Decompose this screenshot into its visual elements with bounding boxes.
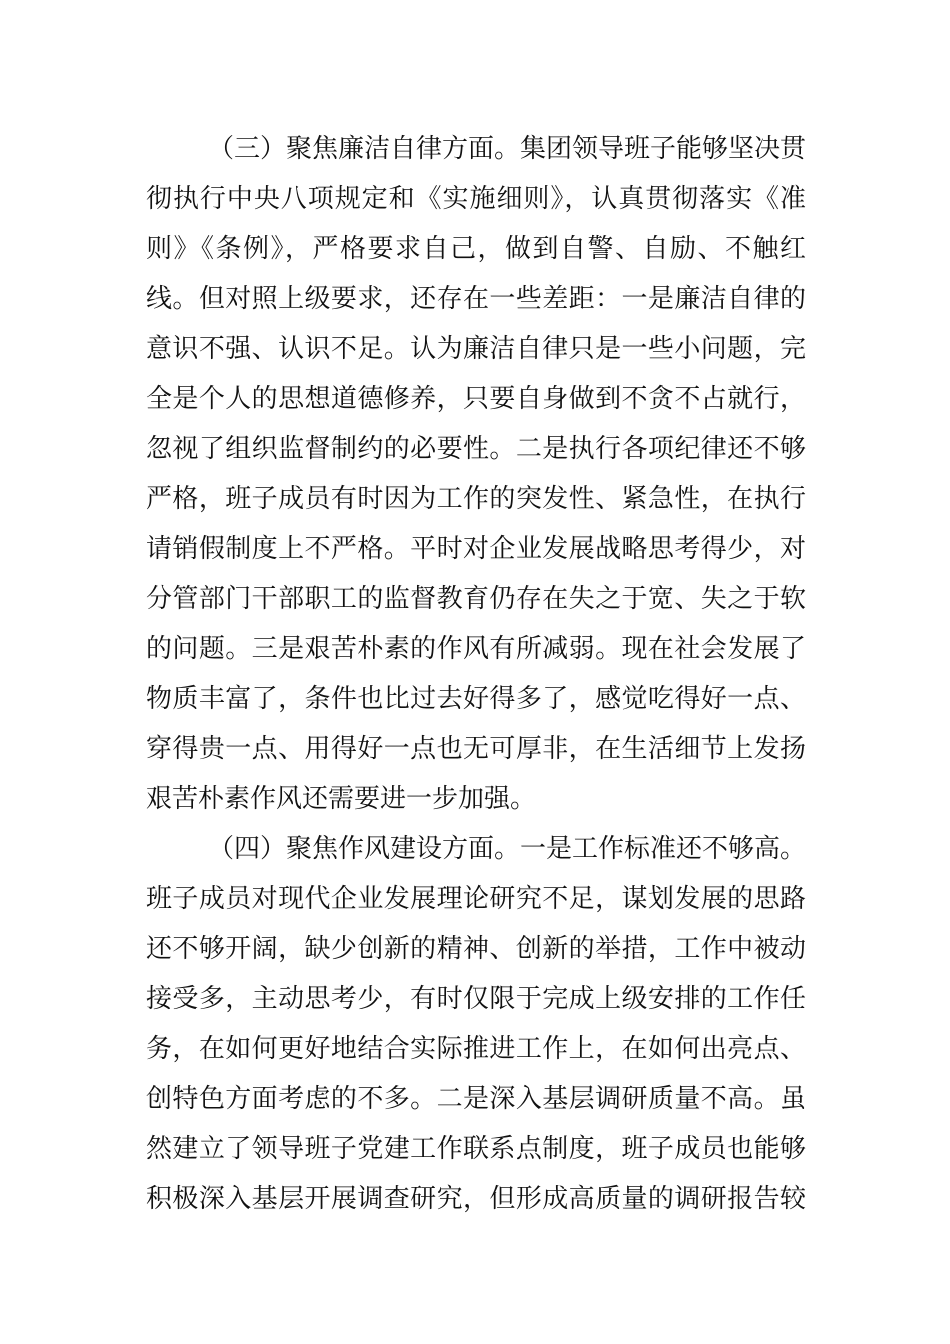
paragraph-line: （三）聚焦廉洁自律方面。集团领导班子能够坚决贯	[208, 134, 806, 164]
paragraph-line: 务，在如何更好地结合实际推进工作上，在如何出亮点、	[146, 1034, 806, 1064]
paragraph-line: 请销假制度上不严格。平时对企业发展战略思考得少，对	[146, 534, 806, 564]
paragraph-line: 分管部门干部职工的监督教育仍存在失之于宽、失之于软	[146, 584, 806, 614]
document-body	[146, 124, 806, 1224]
paragraph-line: 物质丰富了，条件也比过去好得多了，感觉吃得好一点、	[146, 684, 806, 714]
paragraph-section-three	[146, 124, 806, 824]
paragraph-line: 彻执行中央八项规定和《实施细则》，认真贯彻落实《准	[146, 184, 806, 214]
paragraph-line: 严格，班子成员有时因为工作的突发性、紧急性，在执行	[146, 484, 806, 514]
paragraph-line: 还不够开阔，缺少创新的精神、创新的举措，工作中被动	[146, 934, 806, 964]
paragraph-line: 然建立了领导班子党建工作联系点制度，班子成员也能够	[146, 1134, 806, 1164]
paragraph-line: 则》《条例》，严格要求自己，做到自警、自励、不触红	[146, 234, 806, 264]
paragraph-section-four	[146, 824, 806, 1224]
paragraph-line: 创特色方面考虑的不多。二是深入基层调研质量不高。虽	[146, 1084, 806, 1114]
paragraph-line: 线。但对照上级要求，还存在一些差距：一是廉洁自律的	[146, 284, 806, 314]
paragraph-line: 班子成员对现代企业发展理论研究不足，谋划发展的思路	[146, 884, 806, 914]
paragraph-line: 艰苦朴素作风还需要进一步加强。	[146, 784, 537, 814]
paragraph-line: 接受多，主动思考少，有时仅限于完成上级安排的工作任	[146, 984, 806, 1014]
paragraph-line: 意识不强、认识不足。认为廉洁自律只是一些小问题，完	[146, 334, 806, 364]
paragraph-line: 忽视了组织监督制约的必要性。二是执行各项纪律还不够	[146, 434, 806, 464]
paragraph-line: 的问题。三是艰苦朴素的作风有所减弱。现在社会发展了	[146, 634, 806, 664]
paragraph-line: 积极深入基层开展调查研究，但形成高质量的调研报告较	[146, 1184, 806, 1214]
paragraph-line: （四）聚焦作风建设方面。一是工作标准还不够高。	[208, 834, 806, 864]
paragraph-line: 全是个人的思想道德修养，只要自身做到不贪不占就行，	[146, 384, 806, 414]
paragraph-line: 穿得贵一点、用得好一点也无可厚非，在生活细节上发扬	[146, 734, 806, 764]
